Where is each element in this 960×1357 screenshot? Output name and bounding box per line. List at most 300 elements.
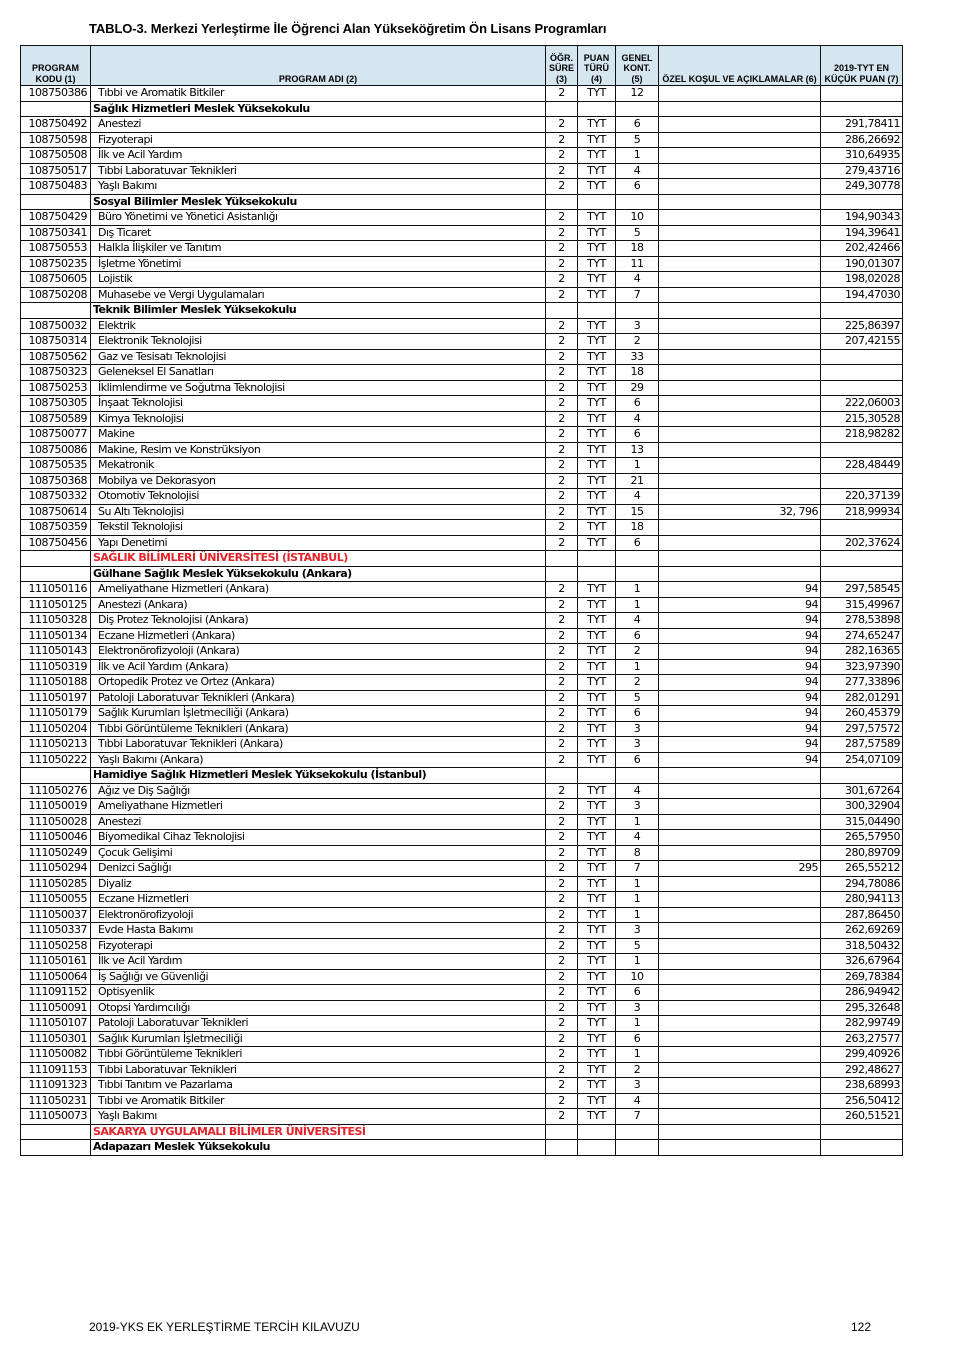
table-cell-ozel-kosul: 94 [659, 706, 821, 722]
table-cell-name: İlk ve Acil Yardım [91, 954, 546, 970]
table-cell-kontenjan: 2 [616, 334, 659, 350]
table-cell-code: 108750253 [21, 380, 91, 396]
table-cell-sure: 2 [546, 179, 578, 195]
table-cell-name: Tıbbi Laboratuvar Teknikleri [91, 163, 546, 179]
table-cell-puan-turu [578, 303, 616, 319]
table-cell-min-puan [821, 1140, 903, 1156]
table-cell-sure: 2 [546, 489, 578, 505]
table-cell-code: 108750535 [21, 458, 91, 474]
table-cell-min-puan: 222,06003 [821, 396, 903, 412]
table-cell-kontenjan: 1 [616, 458, 659, 474]
table-cell-ozel-kosul [659, 256, 821, 272]
table-cell-min-puan [821, 1124, 903, 1140]
table-cell-kontenjan: 7 [616, 287, 659, 303]
table-cell-ozel-kosul [659, 411, 821, 427]
table-row [21, 845, 903, 861]
table-cell-min-puan: 326,67964 [821, 954, 903, 970]
table-cell-kontenjan: 10 [616, 969, 659, 985]
table-cell-kontenjan: 6 [616, 117, 659, 133]
table-row [21, 1078, 903, 1094]
table-row [21, 830, 903, 846]
table-cell-min-puan: 295,32648 [821, 1000, 903, 1016]
table-cell-kontenjan: 1 [616, 892, 659, 908]
table-cell-puan-turu [578, 101, 616, 117]
table-cell-min-puan: 198,02028 [821, 272, 903, 288]
table-cell-sure: 2 [546, 644, 578, 660]
table-cell-ozel-kosul [659, 458, 821, 474]
table-cell-kontenjan [616, 566, 659, 582]
table-cell-name: Elektronörofizyoloji [91, 907, 546, 923]
table-cell-sure: 2 [546, 783, 578, 799]
table-cell-name: Lojistik [91, 272, 546, 288]
table-row [21, 411, 903, 427]
table-cell-min-puan: 207,42155 [821, 334, 903, 350]
table-row [21, 659, 903, 675]
table-cell-code: 111050107 [21, 1016, 91, 1032]
table-cell-kontenjan [616, 1140, 659, 1156]
table-cell-puan-turu: TYT [578, 597, 616, 613]
table-cell-min-puan: 215,30528 [821, 411, 903, 427]
table-cell-name: Gülhane Sağlık Meslek Yüksekokulu (Ankara) [91, 566, 546, 582]
table-cell-kontenjan: 1 [616, 1016, 659, 1032]
table-cell-puan-turu: TYT [578, 117, 616, 133]
table-cell-name: Anestezi [91, 814, 546, 830]
table-cell-min-puan: 287,86450 [821, 907, 903, 923]
table-cell-ozel-kosul [659, 954, 821, 970]
table-body [21, 86, 903, 1156]
university-header-row [21, 551, 903, 567]
table-cell-kontenjan: 4 [616, 489, 659, 505]
table-cell-kontenjan: 1 [616, 1047, 659, 1063]
table-cell-sure: 2 [546, 1109, 578, 1125]
table-cell-min-puan: 279,43716 [821, 163, 903, 179]
table-cell-min-puan: 282,01291 [821, 690, 903, 706]
table-cell-min-puan: 249,30778 [821, 179, 903, 195]
table-cell-puan-turu: TYT [578, 365, 616, 381]
table-row [21, 179, 903, 195]
table-row [21, 706, 903, 722]
table-cell-kontenjan: 1 [616, 954, 659, 970]
header-ogr-sure: ÖĞR. SÜRE (3) [546, 46, 578, 86]
table-row [21, 1047, 903, 1063]
table-cell-ozel-kosul [659, 117, 821, 133]
table-cell-kontenjan: 13 [616, 442, 659, 458]
table-cell-code [21, 768, 91, 784]
table-cell-ozel-kosul [659, 489, 821, 505]
table-cell-kontenjan: 4 [616, 830, 659, 846]
table-cell-sure: 2 [546, 628, 578, 644]
table-row [21, 163, 903, 179]
table-row [21, 148, 903, 164]
table-cell-ozel-kosul: 94 [659, 737, 821, 753]
table-cell-puan-turu: TYT [578, 907, 616, 923]
table-cell-code: 111050285 [21, 876, 91, 892]
table-cell-puan-turu [578, 768, 616, 784]
table-cell-code [21, 303, 91, 319]
table-cell-ozel-kosul [659, 876, 821, 892]
table-cell-puan-turu: TYT [578, 442, 616, 458]
table-cell-puan-turu: TYT [578, 892, 616, 908]
table-cell-sure: 2 [546, 923, 578, 939]
table-cell-puan-turu: TYT [578, 287, 616, 303]
table-cell-code: 111091323 [21, 1078, 91, 1094]
table-cell-puan-turu: TYT [578, 659, 616, 675]
table-cell-puan-turu: TYT [578, 148, 616, 164]
table-cell-puan-turu [578, 551, 616, 567]
table-row [21, 86, 903, 102]
table-cell-name: Denizci Sağlığı [91, 861, 546, 877]
table-row [21, 814, 903, 830]
table-cell-sure: 2 [546, 365, 578, 381]
table-cell-min-puan [821, 520, 903, 536]
table-cell-code: 111050258 [21, 938, 91, 954]
table-row [21, 473, 903, 489]
table-cell-min-puan [821, 101, 903, 117]
footer-guide-title: 2019-YKS EK YERLEŞTİRME TERCİH KILAVUZU [89, 1320, 360, 1334]
table-cell-ozel-kosul [659, 148, 821, 164]
table-cell-kontenjan: 6 [616, 427, 659, 443]
table-cell-kontenjan [616, 1124, 659, 1140]
table-row [21, 644, 903, 660]
table-row [21, 520, 903, 536]
table-cell-sure [546, 1124, 578, 1140]
table-cell-puan-turu: TYT [578, 783, 616, 799]
header-program-adi: PROGRAM ADI (2) [91, 46, 546, 86]
table-cell-kontenjan: 18 [616, 241, 659, 257]
table-cell-code: 108750359 [21, 520, 91, 536]
table-row [21, 985, 903, 1001]
table-cell-code: 108750305 [21, 396, 91, 412]
table-row [21, 396, 903, 412]
table-row [21, 349, 903, 365]
table-cell-sure: 2 [546, 830, 578, 846]
table-cell-min-puan: 260,51521 [821, 1109, 903, 1125]
table-cell-ozel-kosul [659, 1016, 821, 1032]
table-cell-name: İş Sağlığı ve Güvenliği [91, 969, 546, 985]
table-cell-kontenjan: 4 [616, 272, 659, 288]
table-cell-code [21, 551, 91, 567]
table-cell-kontenjan: 3 [616, 318, 659, 334]
table-cell-min-puan: 269,78384 [821, 969, 903, 985]
table-cell-min-puan: 300,32904 [821, 799, 903, 815]
table-cell-puan-turu: TYT [578, 132, 616, 148]
table-cell-ozel-kosul [659, 520, 821, 536]
table-row [21, 1109, 903, 1125]
table-header-row [21, 46, 903, 86]
table-cell-puan-turu [578, 1124, 616, 1140]
table-cell-min-puan: 265,57950 [821, 830, 903, 846]
table-cell-code: 111091152 [21, 985, 91, 1001]
table-cell-ozel-kosul [659, 814, 821, 830]
table-cell-min-puan [821, 566, 903, 582]
table-cell-sure: 2 [546, 458, 578, 474]
table-cell-ozel-kosul [659, 1062, 821, 1078]
table-cell-min-puan: 256,50412 [821, 1093, 903, 1109]
table-cell-min-puan: 280,89709 [821, 845, 903, 861]
table-cell-name: Ağız ve Diş Sağlığı [91, 783, 546, 799]
table-cell-sure: 2 [546, 938, 578, 954]
table-cell-name: Gaz ve Tesisatı Teknolojisi [91, 349, 546, 365]
table-cell-puan-turu: TYT [578, 799, 616, 815]
table-cell-puan-turu: TYT [578, 613, 616, 629]
table-cell-sure: 2 [546, 210, 578, 226]
table-cell-code: 111050231 [21, 1093, 91, 1109]
table-cell-ozel-kosul [659, 365, 821, 381]
table-cell-code: 108750386 [21, 86, 91, 102]
table-cell-code: 111050294 [21, 861, 91, 877]
table-cell-min-puan: 238,68993 [821, 1078, 903, 1094]
table-cell-name: Tıbbi ve Aromatik Bitkiler [91, 86, 546, 102]
table-cell-sure [546, 101, 578, 117]
table-cell-kontenjan: 6 [616, 396, 659, 412]
table-row [21, 318, 903, 334]
table-cell-name: Tıbbi Tanıtım ve Pazarlama [91, 1078, 546, 1094]
table-cell-name: Adapazarı Meslek Yüksekokulu [91, 1140, 546, 1156]
table-cell-code: 111050091 [21, 1000, 91, 1016]
table-cell-puan-turu: TYT [578, 628, 616, 644]
table-row [21, 597, 903, 613]
table-cell-puan-turu: TYT [578, 690, 616, 706]
table-cell-puan-turu: TYT [578, 427, 616, 443]
table-cell-sure: 2 [546, 148, 578, 164]
table-cell-kontenjan: 15 [616, 504, 659, 520]
table-cell-puan-turu: TYT [578, 241, 616, 257]
table-cell-ozel-kosul [659, 783, 821, 799]
table-row [21, 365, 903, 381]
table-cell-min-puan [821, 194, 903, 210]
table-cell-ozel-kosul: 94 [659, 613, 821, 629]
table-cell-name: Eczane Hizmetleri [91, 892, 546, 908]
header-en-kucuk-puan: 2019-TYT EN KÜÇÜK PUAN (7) [821, 46, 903, 86]
table-cell-sure: 2 [546, 969, 578, 985]
table-cell-puan-turu: TYT [578, 675, 616, 691]
table-cell-min-puan: 218,98282 [821, 427, 903, 443]
table-cell-code: 111050028 [21, 814, 91, 830]
table-cell-name: Tıbbi ve Aromatik Bitkiler [91, 1093, 546, 1109]
table-cell-sure: 2 [546, 845, 578, 861]
table-cell-name: Halkla İlişkiler ve Tanıtım [91, 241, 546, 257]
table-cell-puan-turu: TYT [578, 504, 616, 520]
table-cell-puan-turu: TYT [578, 706, 616, 722]
table-cell-min-puan: 274,65247 [821, 628, 903, 644]
table-cell-code: 111050064 [21, 969, 91, 985]
table-row [21, 504, 903, 520]
table-cell-puan-turu: TYT [578, 473, 616, 489]
table-cell-ozel-kosul [659, 303, 821, 319]
table-cell-sure: 2 [546, 132, 578, 148]
table-cell-name: Yaşlı Bakımı [91, 179, 546, 195]
table-cell-name: Patoloji Laboratuvar Teknikleri [91, 1016, 546, 1032]
table-cell-code: 111050204 [21, 721, 91, 737]
table-cell-kontenjan: 3 [616, 721, 659, 737]
table-cell-code: 108750456 [21, 535, 91, 551]
table-cell-puan-turu: TYT [578, 752, 616, 768]
table-cell-puan-turu: TYT [578, 411, 616, 427]
table-cell-name: Makine, Resim ve Konstrüksiyon [91, 442, 546, 458]
table-cell-kontenjan: 4 [616, 1093, 659, 1109]
table-cell-kontenjan: 2 [616, 644, 659, 660]
table-cell-min-puan: 315,04490 [821, 814, 903, 830]
table-cell-code: 111050046 [21, 830, 91, 846]
page-title: TABLO-3. Merkezi Yerleştirme İle Öğrenci Alan Yükseköğretim Ön Lisans Programları [89, 21, 607, 36]
table-cell-name: Su Altı Teknolojisi [91, 504, 546, 520]
table-cell-ozel-kosul [659, 86, 821, 102]
table-cell-sure: 2 [546, 706, 578, 722]
table-cell-puan-turu: TYT [578, 349, 616, 365]
table-cell-kontenjan [616, 768, 659, 784]
table-cell-min-puan: 323,97390 [821, 659, 903, 675]
university-header-row [21, 1124, 903, 1140]
table-cell-kontenjan [616, 303, 659, 319]
table-cell-ozel-kosul [659, 442, 821, 458]
table-cell-kontenjan: 21 [616, 473, 659, 489]
table-cell-code: 108750235 [21, 256, 91, 272]
table-cell-kontenjan: 7 [616, 1109, 659, 1125]
table-cell-puan-turu: TYT [578, 272, 616, 288]
table-row [21, 690, 903, 706]
table-cell-kontenjan: 4 [616, 163, 659, 179]
table-cell-name: Yaşlı Bakımı (Ankara) [91, 752, 546, 768]
table-cell-puan-turu: TYT [578, 1109, 616, 1125]
table-row [21, 210, 903, 226]
table-row [21, 1062, 903, 1078]
table-cell-name: Yapı Denetimi [91, 535, 546, 551]
table-cell-sure: 2 [546, 287, 578, 303]
table-cell-name: Yaşlı Bakımı [91, 1109, 546, 1125]
table-cell-name: Tekstil Teknolojisi [91, 520, 546, 536]
table-cell-sure [546, 551, 578, 567]
table-cell-puan-turu: TYT [578, 923, 616, 939]
table-cell-ozel-kosul [659, 427, 821, 443]
table-cell-sure: 2 [546, 86, 578, 102]
table-cell-name: Evde Hasta Bakımı [91, 923, 546, 939]
table-row [21, 225, 903, 241]
table-cell-ozel-kosul [659, 349, 821, 365]
table-cell-ozel-kosul [659, 892, 821, 908]
table-cell-code: 111050116 [21, 582, 91, 598]
table-cell-code: 108750429 [21, 210, 91, 226]
table-cell-code: 108750589 [21, 411, 91, 427]
table-cell-kontenjan: 7 [616, 861, 659, 877]
table-cell-ozel-kosul [659, 1140, 821, 1156]
table-cell-min-puan [821, 442, 903, 458]
table-cell-kontenjan: 11 [616, 256, 659, 272]
table-cell-puan-turu: TYT [578, 256, 616, 272]
table-cell-ozel-kosul: 32, 796 [659, 504, 821, 520]
table-cell-name: SAKARYA UYGULAMALI BİLİMLER ÜNİVERSİTESİ [91, 1124, 546, 1140]
table-cell-ozel-kosul [659, 241, 821, 257]
table-cell-ozel-kosul [659, 1124, 821, 1140]
table-cell-ozel-kosul [659, 101, 821, 117]
table-cell-sure [546, 1140, 578, 1156]
table-cell-code: 111050337 [21, 923, 91, 939]
table-cell-kontenjan: 1 [616, 148, 659, 164]
table-cell-min-puan: 262,69269 [821, 923, 903, 939]
table-cell-code: 111050213 [21, 737, 91, 753]
table-cell-name: Hamidiye Sağlık Hizmetleri Meslek Yüksekokulu (İstanbul) [91, 768, 546, 784]
school-header-row [21, 1140, 903, 1156]
table-cell-sure: 2 [546, 1000, 578, 1016]
table-cell-sure: 2 [546, 799, 578, 815]
table-cell-code: 111050276 [21, 783, 91, 799]
table-cell-name: Teknik Bilimler Meslek Yüksekokulu [91, 303, 546, 319]
table-cell-code: 111050125 [21, 597, 91, 613]
table-cell-min-puan: 297,58545 [821, 582, 903, 598]
table-cell-ozel-kosul: 94 [659, 582, 821, 598]
table-cell-name: Elektrik [91, 318, 546, 334]
table-cell-sure: 2 [546, 954, 578, 970]
table-cell-min-puan: 194,47030 [821, 287, 903, 303]
table-cell-code [21, 1140, 91, 1156]
table-cell-sure: 2 [546, 256, 578, 272]
table-row [21, 380, 903, 396]
table-row [21, 117, 903, 133]
table-cell-kontenjan: 2 [616, 675, 659, 691]
table-cell-sure: 2 [546, 520, 578, 536]
table-cell-name: Dış Ticaret [91, 225, 546, 241]
school-header-row [21, 768, 903, 784]
table-cell-min-puan [821, 349, 903, 365]
table-cell-name: Kimya Teknolojisi [91, 411, 546, 427]
table-cell-kontenjan: 5 [616, 225, 659, 241]
table-cell-min-puan: 278,53898 [821, 613, 903, 629]
table-cell-kontenjan: 3 [616, 1000, 659, 1016]
table-cell-code: 111050161 [21, 954, 91, 970]
table-cell-sure [546, 768, 578, 784]
table-row [21, 132, 903, 148]
table-cell-name: Fizyoterapi [91, 132, 546, 148]
table-cell-sure: 2 [546, 752, 578, 768]
table-row [21, 256, 903, 272]
table-cell-min-puan: 220,37139 [821, 489, 903, 505]
table-cell-sure: 2 [546, 1062, 578, 1078]
table-cell-puan-turu: TYT [578, 938, 616, 954]
table-cell-sure: 2 [546, 318, 578, 334]
table-row [21, 1016, 903, 1032]
table-cell-puan-turu: TYT [578, 396, 616, 412]
table-cell-name: Muhasebe ve Vergi Uygulamaları [91, 287, 546, 303]
table-cell-sure: 2 [546, 272, 578, 288]
table-cell-code [21, 194, 91, 210]
table-cell-kontenjan: 1 [616, 907, 659, 923]
table-cell-code: 108750483 [21, 179, 91, 195]
table-cell-sure: 2 [546, 349, 578, 365]
table-cell-min-puan [821, 380, 903, 396]
table-cell-name: Mekatronik [91, 458, 546, 474]
table-cell-kontenjan: 4 [616, 613, 659, 629]
table-cell-ozel-kosul [659, 985, 821, 1001]
table-cell-sure: 2 [546, 1093, 578, 1109]
table-cell-puan-turu: TYT [578, 1093, 616, 1109]
table-cell-sure: 2 [546, 1016, 578, 1032]
table-cell-min-puan [821, 768, 903, 784]
table-cell-kontenjan: 10 [616, 210, 659, 226]
table-cell-puan-turu: TYT [578, 380, 616, 396]
table-cell-sure: 2 [546, 334, 578, 350]
table-cell-ozel-kosul: 94 [659, 597, 821, 613]
table-cell-min-puan: 218,99934 [821, 504, 903, 520]
table-cell-sure: 2 [546, 1031, 578, 1047]
table-cell-puan-turu: TYT [578, 644, 616, 660]
table-cell-code: 111050328 [21, 613, 91, 629]
table-cell-ozel-kosul [659, 923, 821, 939]
table-cell-ozel-kosul [659, 210, 821, 226]
table-cell-min-puan: 282,99749 [821, 1016, 903, 1032]
table-cell-puan-turu: TYT [578, 334, 616, 350]
table-cell-kontenjan: 33 [616, 349, 659, 365]
table-cell-kontenjan: 2 [616, 1062, 659, 1078]
table-cell-sure [546, 566, 578, 582]
